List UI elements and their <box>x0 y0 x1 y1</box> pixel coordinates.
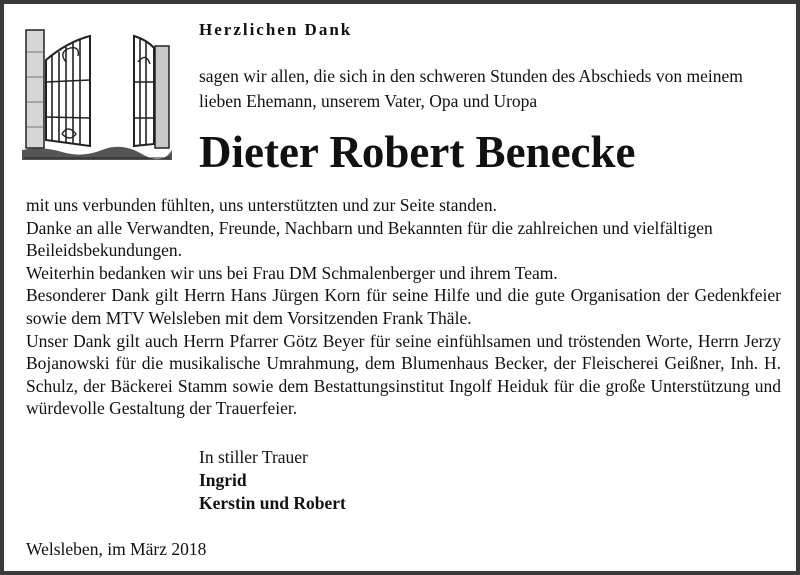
paragraph: mit uns verbunden fühlten, uns unterstützten und zur Seite standen. <box>26 195 497 215</box>
paragraph: Unser Dank gilt auch Herrn Pfarrer Götz Beyer für seine einfühlsamen und tröstenden Worte, Herrn Jerzy Bojanowski für die musikalische Umrahmung, dem Blumenhaus Becker, der Fleischerei Geißner, Inh. H. Schulz, der Bäckerei Stamm sowie dem Bestattungsinstitut Ingolf Heiduk für die große Unterstützung und würdevolle Gestaltung der Trauerfeier. <box>26 330 781 419</box>
paragraph: Besonderer Dank gilt Herrn Hans Jürgen Korn für seine Hilfe und die gute Organisation der Gedenkfeier sowie dem MTV Welsleben mit dem Vorsitzenden Frank Thäle. <box>26 285 781 328</box>
thanks-heading: Herzlichen Dank <box>199 20 353 39</box>
signature-name: Ingrid <box>199 470 247 490</box>
signature-line: In stiller Trauer <box>199 447 308 467</box>
paragraph: Weiterhin bedanken wir uns bei Frau DM Schmalenberger und ihrem Team. <box>26 262 558 283</box>
signature-block <box>199 446 346 515</box>
place-date: Welsleben, im März 2018 <box>26 539 207 559</box>
garden-gate-icon <box>22 22 172 167</box>
deceased-name: Dieter Robert Benecke <box>199 127 636 177</box>
signature-name: Kerstin und Robert <box>199 493 346 513</box>
paragraph: Danke an alle Verwandten, Freunde, Nachbarn und Bekannten für die zahlreichen und vielfältigen Beileidsbekundungen. <box>26 217 713 261</box>
intro-text: sagen wir allen, die sich in den schweren Stunden des Abschieds von meinem lieben Ehemann, unserem Vater, Opa und Uropa <box>199 66 743 111</box>
thanks-body <box>26 194 781 420</box>
obituary-notice <box>4 4 796 571</box>
